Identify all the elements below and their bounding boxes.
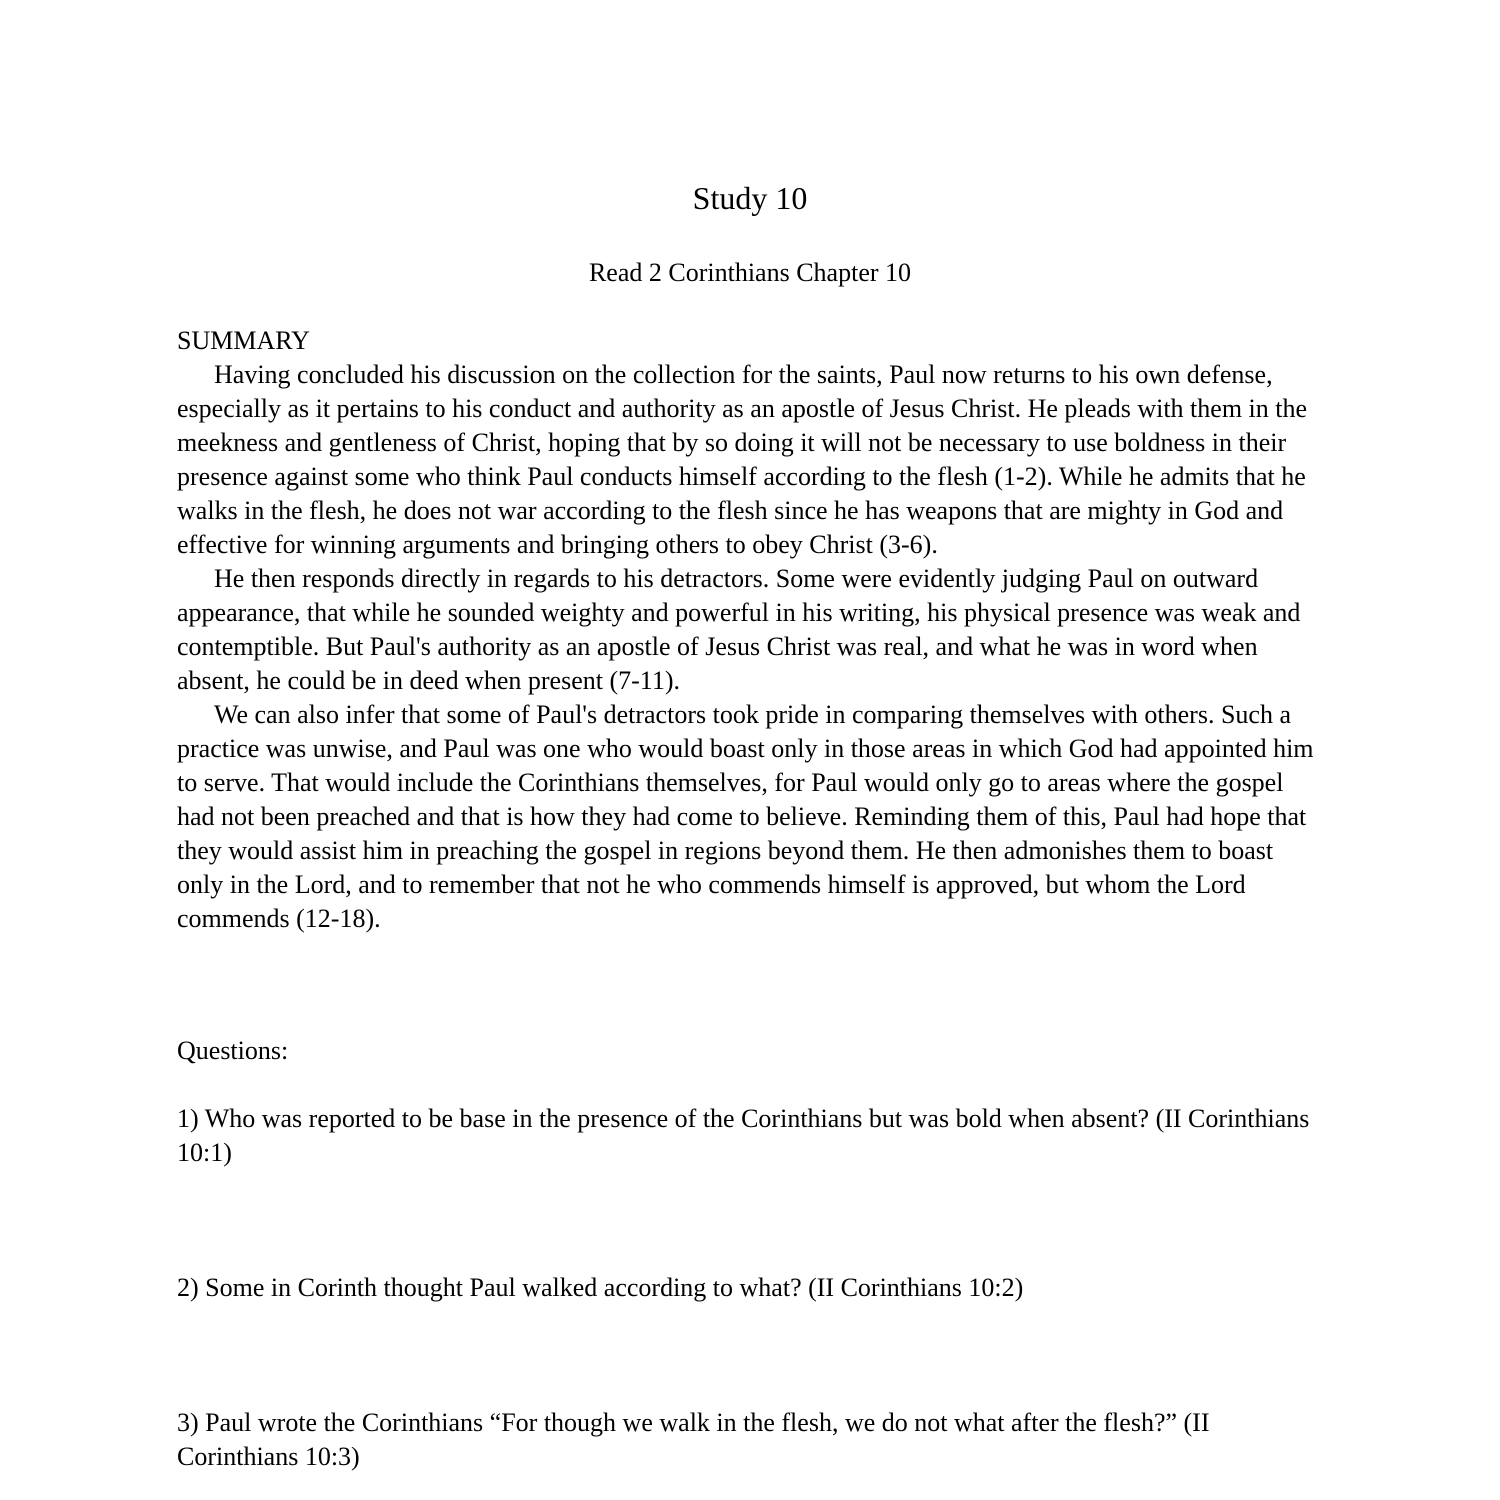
summary-section bbox=[177, 324, 1323, 936]
questions-heading: Questions: bbox=[177, 1036, 289, 1065]
summary-paragraph: We can also infer that some of Paul's detractors took pride in comparing themselves with others. Such a practice was unwise, and Paul was one who would boast only in those areas in which God had appointed him to serve. That would include the Corinthians themselves, for Paul would only go to areas where the gospel had not been preached and that is how they had come to believe. Reminding them of this, Paul had hope that they would assist him in preaching the gospel in regions beyond them. He then admonishes them to boast only in the Lord, and to remember that not he who commends himself is approved, but whom the Lord commends (12-18). bbox=[177, 700, 1314, 933]
page-title: Study 10 bbox=[692, 180, 808, 216]
summary-heading: SUMMARY bbox=[177, 326, 310, 355]
summary-paragraph: Having concluded his discussion on the collection for the saints, Paul now returns to his own defense, especially as it pertains to his conduct and authority as an apostle of Jesus Christ. He pleads with them in the meekness and gentleness of Christ, hoping that by so doing it will not be necessary to use boldness in their presence against some who think Paul conducts himself according to the flesh (1-2). While he admits that he walks in the flesh, he does not war according to the flesh since he has weapons that are mighty in God and effective for winning arguments and bringing others to obey Christ (3-6). bbox=[177, 360, 1308, 559]
summary-paragraph: He then responds directly in regards to his detractors. Some were evidently judging Paul on outward appearance, that while he sounded weighty and powerful in his writing, his physical presence was weak and contemptible. But Paul's authority as an apostle of Jesus Christ was real, and what he was in word when absent, he could be in deed when present (7-11). bbox=[177, 564, 1301, 695]
question-3: 3) Paul wrote the Corinthians “For though we walk in the flesh, we do not what after the flesh?” (II Corinthians 10:3) bbox=[177, 1408, 1210, 1471]
question-1: 1) Who was reported to be base in the presence of the Corinthians but was bold when absent? (II Corinthians 10:1) bbox=[177, 1104, 1310, 1167]
question-2: 2) Some in Corinth thought Paul walked according to what? (II Corinthians 10:2) bbox=[177, 1273, 1024, 1302]
reading-assignment: Read 2 Corinthians Chapter 10 bbox=[588, 258, 912, 287]
